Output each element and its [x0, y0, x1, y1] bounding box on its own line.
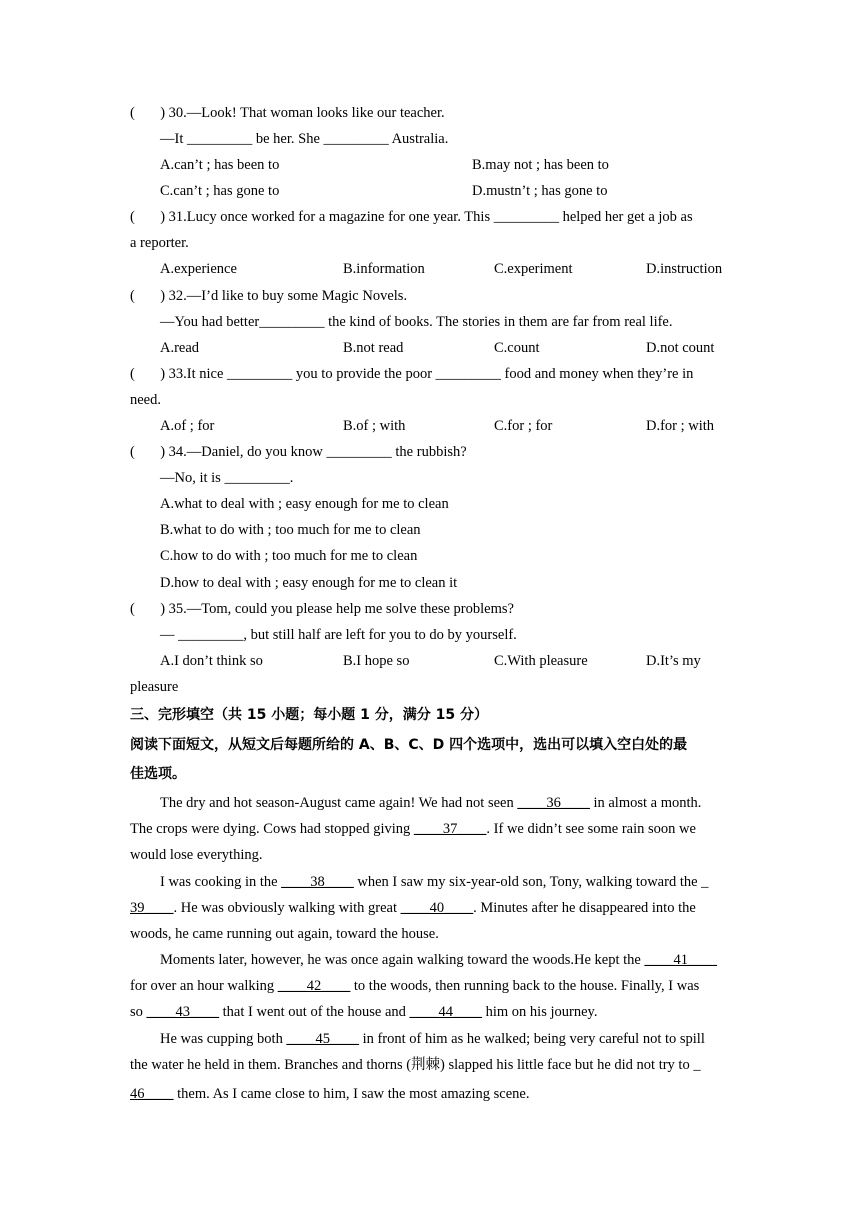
question-35-option-d: D.It’s my	[646, 653, 701, 669]
question-35-option-a: A.I don’t think so	[160, 653, 263, 669]
question-32-line2: —You had better_________ the kind of books. The stories in them are far from real life.	[160, 314, 673, 330]
question-31-stem: ( ) 31.Lucy once worked for a magazine for one year. This _________ helped her get a job as	[130, 209, 693, 225]
question-35-option-c: C.With pleasure	[494, 653, 588, 669]
question-32-option-b: B.not read	[343, 340, 404, 356]
passage-line: 39____. He was obviously walking with great ____40____. Minutes after he disappeared into the	[130, 900, 696, 916]
blank-46: 46____	[130, 1086, 174, 1102]
blank-43: ____43____	[146, 1004, 220, 1020]
blank-45: ____45____	[286, 1031, 359, 1047]
blank-46-start: _	[693, 1057, 701, 1073]
blank-39-start: _	[701, 874, 709, 890]
question-32-stem: ( ) 32.—I’d like to buy some Magic Novels.	[130, 288, 408, 304]
section-heading: 三、完形填空（共 15 小题；每小题 1 分，满分 15 分）	[130, 707, 488, 723]
question-31-option-d: D.instruction	[646, 261, 723, 277]
blank-41: ____41____	[644, 952, 717, 968]
question-35-stem: ( ) 35.—Tom, could you please help me solve these problems?	[130, 601, 514, 617]
question-34-stem: ( ) 34.—Daniel, do you know _________ the rubbish?	[130, 444, 467, 460]
passage-line: woods, he came running out again, toward the house.	[130, 926, 439, 942]
passage-line: the water he held in them. Branches and thorns (荆棘) slapped his little face but he did not try to _	[130, 1057, 701, 1073]
question-34-line2: —No, it is _________.	[160, 470, 294, 486]
passage-line: I was cooking in the ____38____ when I saw my six-year-old son, Tony, walking toward the _	[160, 874, 709, 890]
question-30-stem: ( ) 30.—Look! That woman looks like our teacher.	[130, 105, 445, 121]
question-34-option-c: C.how to do with ; too much for me to clean	[160, 548, 418, 564]
section-instruction-1: 阅读下面短文，从短文后每题所给的 A、B、C、D 四个选项中，选出可以填入空白处的最	[130, 737, 688, 753]
question-32-option-a: A.read	[160, 340, 200, 356]
passage-line: 46____ them. As I came close to him, I saw the most amazing scene.	[130, 1086, 530, 1102]
question-31-cont: a reporter.	[130, 235, 189, 251]
question-31-option-c: C.experiment	[494, 261, 573, 277]
question-30-line2: —It _________ be her. She _________ Australia.	[160, 131, 449, 147]
question-34-option-b: B.what to do with ; too much for me to clean	[160, 522, 421, 538]
question-34-option-a: A.what to deal with ; easy enough for me to clean	[160, 496, 449, 512]
question-35-line2: — _________, but still half are left for you to do by yourself.	[160, 627, 517, 643]
blank-40: ____40____	[400, 900, 474, 916]
question-35-option-b: B.I hope so	[343, 653, 410, 669]
question-34-option-d: D.how to deal with ; easy enough for me to clean it	[160, 575, 458, 591]
question-35-cont: pleasure	[130, 679, 179, 695]
question-33-option-d: D.for ; with	[646, 418, 715, 434]
passage-line: for over an hour walking ____42____ to the woods, then running back to the house. Finally, I was	[130, 978, 700, 994]
question-33-stem: ( ) 33.It nice _________ you to provide the poor _________ food and money when they’re in	[130, 366, 694, 382]
passage-line: The crops were dying. Cows had stopped giving ____37____. If we didn’t see some rain soon we	[130, 821, 696, 837]
question-32-option-d: D.not count	[646, 340, 715, 356]
passage-line: He was cupping both ____45____ in front of him as he walked; being very careful not to spill	[160, 1031, 705, 1047]
question-33-option-c: C.for ; for	[494, 418, 553, 434]
blank-44: ____44____	[409, 1004, 482, 1020]
question-30-option-a: A.can’t ; has been to	[160, 157, 280, 173]
passage-line: The dry and hot season-August came again! We had not seen ____36____ in almost a month.	[160, 795, 702, 811]
passage-line: so ____43____ that I went out of the house and ____44____ him on his journey.	[130, 1004, 598, 1020]
blank-38: ____38____	[281, 874, 354, 890]
question-30-option-c: C.can’t ; has gone to	[160, 183, 280, 199]
question-32-option-c: C.count	[494, 340, 540, 356]
question-33-cont: need.	[130, 392, 161, 408]
blank-37: ____37____	[413, 821, 487, 837]
blank-42: ____42____	[277, 978, 351, 994]
question-31-option-a: A.experience	[160, 261, 237, 277]
question-33-option-a: A.of ; for	[160, 418, 215, 434]
passage-line: would lose everything.	[130, 847, 263, 863]
question-30-option-d: D.mustn’t ; has gone to	[472, 183, 608, 199]
question-33-option-b: B.of ; with	[343, 418, 406, 434]
section-instruction-2: 佳选项。	[130, 766, 186, 782]
passage-line: Moments later, however, he was once again walking toward the woods.He kept the ____41____	[160, 952, 717, 968]
question-31-option-b: B.information	[343, 261, 425, 277]
blank-39: 39____	[130, 900, 174, 916]
blank-36: ____36____	[517, 795, 590, 811]
question-30-option-b: B.may not ; has been to	[472, 157, 609, 173]
